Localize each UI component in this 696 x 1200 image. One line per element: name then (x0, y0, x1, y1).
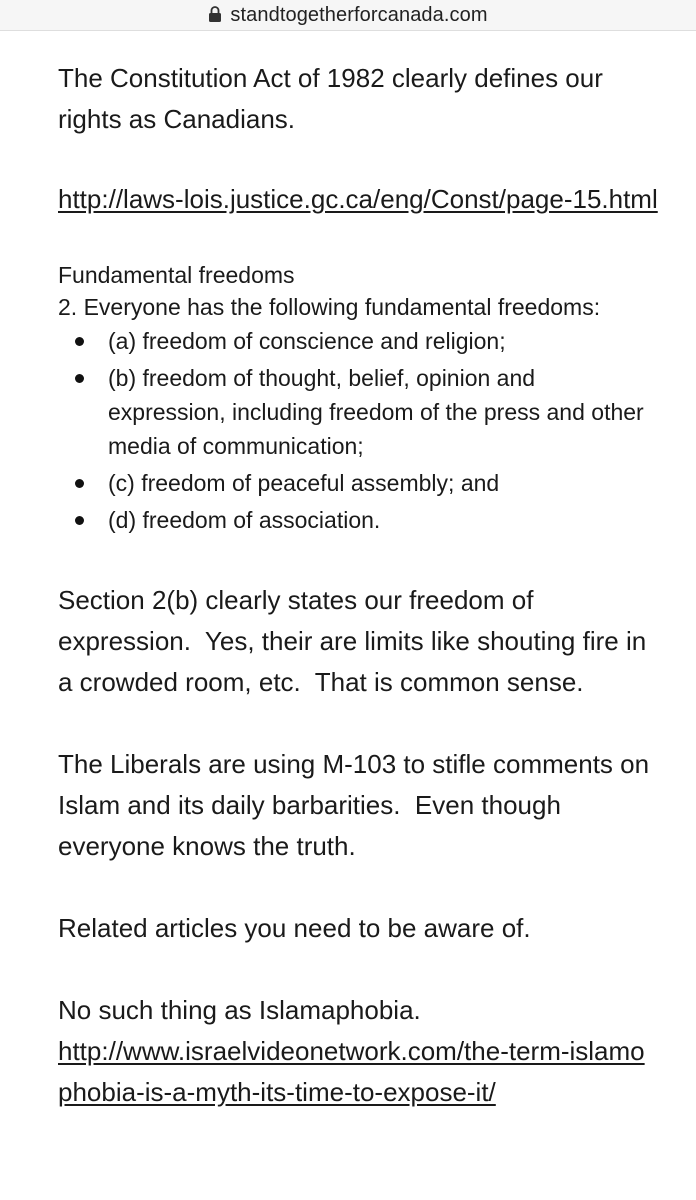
freedoms-list (58, 324, 658, 537)
list-item (58, 324, 658, 358)
related-title: No such thing as Islamaphobia. (58, 995, 421, 1025)
section-2b-paragraph: Section 2(b) clearly states our freedom of expression. Yes, their are limits like shouting fire in a crowded room, etc. That is common sense. (58, 585, 654, 697)
freedom-text: (d) freedom of association. (108, 507, 381, 533)
constitution-link[interactable]: http://laws-lois.justice.gc.ca/eng/Const/page-15.html (58, 184, 658, 214)
list-item (58, 503, 658, 537)
article-body (58, 58, 658, 1113)
related-link-paragraph (58, 1031, 658, 1113)
lock-icon (208, 5, 222, 23)
freedom-text: (b) freedom of thought, belief, opinion and expression, including freedom of the press and other media of communication; (108, 365, 644, 459)
bullet-icon (75, 516, 84, 525)
m103-paragraph: The Liberals are using M-103 to stifle comments on Islam and its daily barbarities. Even though everyone knows the truth. (58, 749, 657, 861)
section-intro: 2. Everyone has the following fundamental freedoms: (58, 294, 601, 320)
related-link[interactable]: http://www.israelvideonetwork.com/the-term-islamophobia-is-a-myth-its-time-to-expose-it/ (58, 1036, 645, 1107)
section-heading: Fundamental freedoms (58, 262, 295, 288)
related-intro: Related articles you need to be aware of. (58, 913, 531, 943)
url-text[interactable]: standtogetherforcanada.com (230, 3, 488, 26)
bullet-icon (75, 374, 84, 383)
intro-paragraph: The Constitution Act of 1982 clearly defines our rights as Canadians. (58, 63, 603, 134)
list-item (58, 361, 658, 463)
constitution-link-paragraph (58, 179, 658, 220)
bullet-icon (75, 479, 84, 488)
freedom-text: (c) freedom of peaceful assembly; and (108, 470, 500, 496)
freedom-text: (a) freedom of conscience and religion; (108, 328, 506, 354)
bullet-icon (75, 337, 84, 346)
address-bar[interactable] (0, 0, 696, 31)
list-item (58, 466, 658, 500)
